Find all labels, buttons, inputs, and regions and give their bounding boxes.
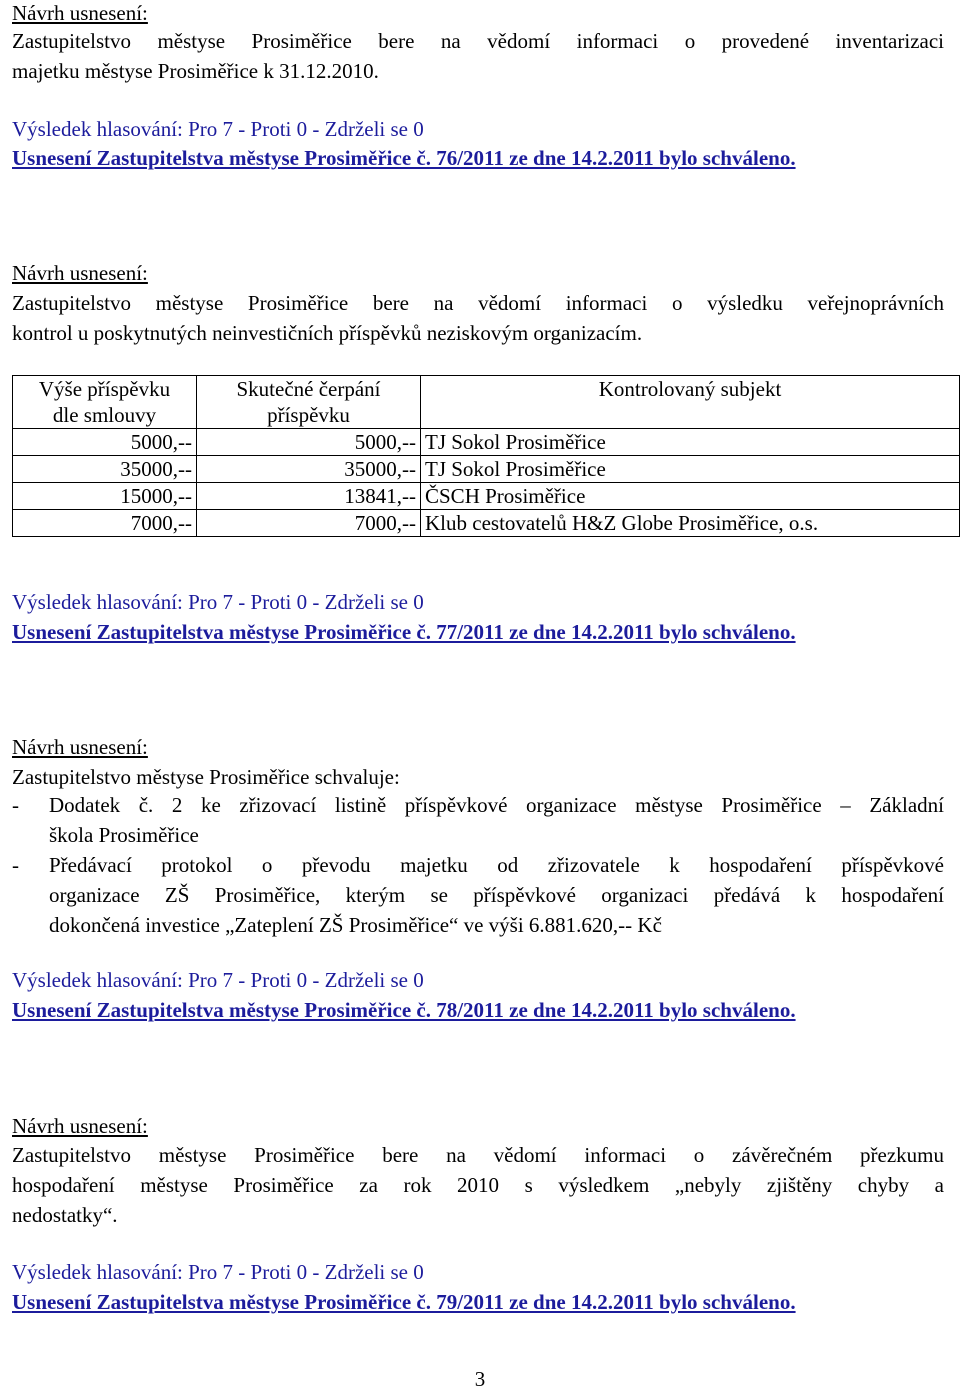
table-row bbox=[13, 456, 960, 483]
list-item-2-line-2: organizace ZŠ Prosiměřice, kterým se příspěvkové organizaci předává k hospodaření bbox=[49, 883, 944, 907]
section-4-vote-result: Výsledek hlasování: Pro 7 - Proti 0 - Zdrželi se 0 bbox=[12, 1260, 424, 1284]
list-item-1-line-1: Dodatek č. 2 ke zřizovací listině příspěvkové organizace městyse Prosiměřice – Základní bbox=[49, 793, 944, 817]
table-row bbox=[13, 510, 960, 537]
section-4-body-line-1: Zastupitelstvo městyse Prosiměřice bere na vědomí informaci o závěrečném přezkumu bbox=[12, 1143, 944, 1167]
section-1-vote-result: Výsledek hlasování: Pro 7 - Proti 0 - Zdrželi se 0 bbox=[12, 117, 424, 141]
section-1-resolution: Usnesení Zastupitelstva městyse Prosiměřice č. 76/2011 ze dne 14.2.2011 bylo schváleno. bbox=[12, 146, 796, 170]
header-controlled-entity: Kontrolovaný subjekt bbox=[421, 376, 960, 429]
section-2-heading: Návrh usnesení: bbox=[12, 261, 148, 285]
section-4-heading: Návrh usnesení: bbox=[12, 1114, 148, 1138]
section-2-body-line-2: kontrol u poskytnutých neinvestičních příspěvků neziskovým organizacím. bbox=[12, 321, 643, 345]
cell-actual-amount: 35000,-- bbox=[197, 456, 421, 483]
section-1-body-line-2: majetku městyse Prosiměřice k 31.12.2010. bbox=[12, 59, 379, 83]
cell-actual-amount: 13841,-- bbox=[197, 483, 421, 510]
table-row bbox=[13, 483, 960, 510]
page-number: 3 bbox=[474, 1367, 486, 1391]
section-4-body-line-2: hospodaření městyse Prosiměřice za rok 2010 s výsledkem „nebyly zjištěny chyby a bbox=[12, 1173, 944, 1197]
section-3-heading: Návrh usnesení: bbox=[12, 735, 148, 759]
section-3-body-line-1: Zastupitelstvo městyse Prosiměřice schvaluje: bbox=[12, 765, 400, 789]
section-2-vote-result: Výsledek hlasování: Pro 7 - Proti 0 - Zdrželi se 0 bbox=[12, 590, 424, 614]
section-1-heading: Návrh usnesení: bbox=[12, 1, 148, 25]
cell-contract-amount: 15000,-- bbox=[13, 483, 197, 510]
header-contribution-amount: Výše příspěvku dle smlouvy bbox=[13, 376, 197, 429]
list-item-1-line-2: škola Prosiměřice bbox=[49, 823, 199, 847]
list-item-2-line-1: Předávací protokol o převodu majetku od zřizovatele k hospodaření příspěvkové bbox=[49, 853, 944, 877]
cell-actual-amount: 7000,-- bbox=[197, 510, 421, 537]
section-3-resolution: Usnesení Zastupitelstva městyse Prosiměřice č. 78/2011 ze dne 14.2.2011 bylo schváleno. bbox=[12, 998, 796, 1022]
section-3-vote-result: Výsledek hlasování: Pro 7 - Proti 0 - Zdrželi se 0 bbox=[12, 968, 424, 992]
section-2-body-line-1: Zastupitelstvo městyse Prosiměřice bere na vědomí informaci o výsledku veřejnoprávních bbox=[12, 291, 944, 315]
contributions-table bbox=[12, 375, 960, 537]
list-bullet: - bbox=[12, 853, 19, 877]
list-bullet: - bbox=[12, 793, 19, 817]
cell-contract-amount: 7000,-- bbox=[13, 510, 197, 537]
header-actual-draw: Skutečné čerpání příspěvku bbox=[197, 376, 421, 429]
section-4-body-line-3: nedostatky“. bbox=[12, 1203, 118, 1227]
section-1-body-line-1: Zastupitelstvo městyse Prosiměřice bere na vědomí informaci o provedené inventarizaci bbox=[12, 29, 944, 53]
cell-entity: TJ Sokol Prosiměřice bbox=[421, 429, 960, 456]
section-2-resolution: Usnesení Zastupitelstva městyse Prosiměřice č. 77/2011 ze dne 14.2.2011 bylo schváleno. bbox=[12, 620, 796, 644]
cell-entity: TJ Sokol Prosiměřice bbox=[421, 456, 960, 483]
cell-actual-amount: 5000,-- bbox=[197, 429, 421, 456]
cell-contract-amount: 35000,-- bbox=[13, 456, 197, 483]
table-row bbox=[13, 429, 960, 456]
table-header-row bbox=[13, 376, 960, 429]
section-4-resolution: Usnesení Zastupitelstva městyse Prosiměřice č. 79/2011 ze dne 14.2.2011 bylo schváleno. bbox=[12, 1290, 796, 1314]
list-item-2-line-3: dokončená investice „Zateplení ZŠ Prosiměřice“ ve výši 6.881.620,-- Kč bbox=[49, 913, 662, 937]
cell-entity: Klub cestovatelů H&Z Globe Prosiměřice, o.s. bbox=[421, 510, 960, 537]
cell-contract-amount: 5000,-- bbox=[13, 429, 197, 456]
cell-entity: ČSCH Prosiměřice bbox=[421, 483, 960, 510]
